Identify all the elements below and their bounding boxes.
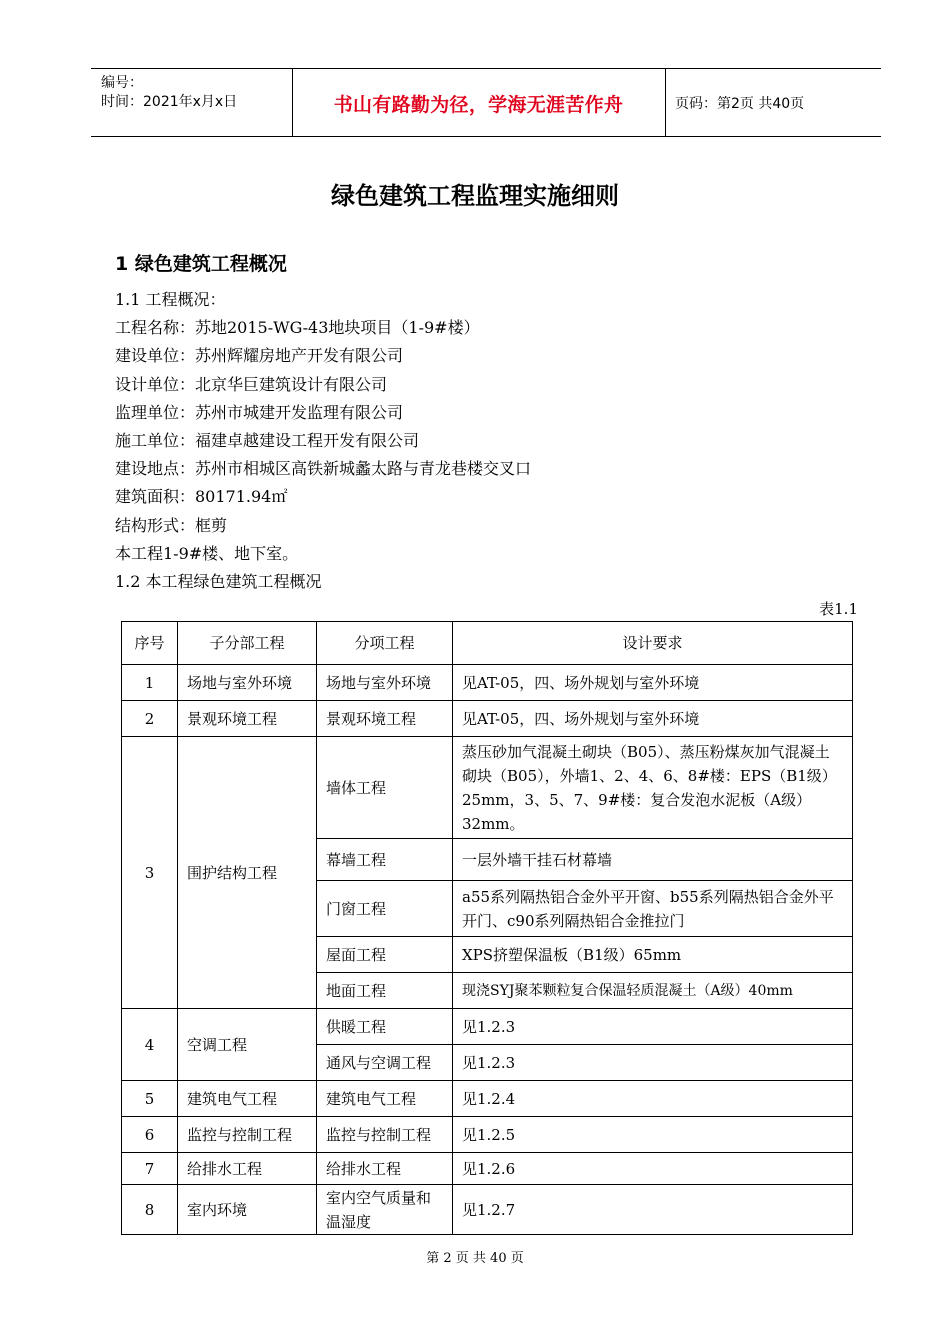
cell-no: 8 [122,1185,178,1235]
text-line: 本工程1-9#楼、地下室。 [115,543,299,563]
page-header [91,68,881,137]
cell-subsection: 空调工程 [178,1009,317,1081]
cell-item: 通风与空调工程 [317,1045,453,1081]
cell-no: 2 [122,701,178,737]
cell-no: 4 [122,1009,178,1081]
cell-requirement: 见1.2.6 [453,1153,853,1185]
cell-item: 门窗工程 [317,881,453,937]
cell-item: 室内空气质量和温湿度 [317,1185,453,1235]
green-building-table [121,621,853,1235]
table-row [122,737,853,839]
text-line: 结构形式：框剪 [115,515,228,535]
cell-no: 5 [122,1081,178,1117]
header-motto: 书山有路勤为径，学海无涯苦作舟 [333,94,624,116]
cell-item: 场地与室外环境 [317,665,453,701]
table-label: 表1.1 [819,600,858,618]
text-line: 建设单位：苏州辉耀房地产开发有限公司 [115,346,404,366]
header-page-label: 页码：第2页 共40页 [675,96,805,112]
cell-item: 墙体工程 [317,737,453,839]
cell-item: 幕墙工程 [317,839,453,881]
cell-item: 给排水工程 [317,1153,453,1185]
table-header-row [122,622,853,665]
text-line: 建筑面积：80171.94㎡ [115,487,288,507]
cell-subsection: 围护结构工程 [178,737,317,1009]
text-line: 施工单位：福建卓越建设工程开发有限公司 [115,430,420,450]
table-row [122,701,853,737]
page-footer: 第 2 页 共 40 页 [426,1251,524,1266]
cell-requirement: 见1.2.7 [453,1185,853,1235]
text-line: 1.1 工程概况： [115,290,226,309]
cell-item: 建筑电气工程 [317,1081,453,1117]
cell-no: 1 [122,665,178,701]
cell-item: 供暖工程 [317,1009,453,1045]
cell-subsection: 场地与室外环境 [178,665,317,701]
cell-subsection: 景观环境工程 [178,701,317,737]
cell-subsection: 监控与控制工程 [178,1117,317,1153]
table-row [122,1009,853,1045]
column-header: 子分部工程 [178,622,317,665]
text-line: 建设地点：苏州市相城区高铁新城蠡太路与青龙巷楼交叉口 [115,459,532,479]
cell-requirement: 现浇SYJ聚苯颗粒复合保温轻质混凝土（A级）40mm [453,973,853,1009]
cell-requirement: 见1.2.4 [453,1081,853,1117]
cell-item: 景观环境工程 [317,701,453,737]
cell-subsection: 室内环境 [178,1185,317,1235]
cell-requirement: 见1.2.3 [453,1045,853,1081]
cell-requirement: a55系列隔热铝合金外平开窗、b55系列隔热铝合金外平开门、c90系列隔热铝合金推拉门 [453,881,853,937]
cell-requirement: XPS挤塑保温板（B1级）65mm [453,937,853,973]
cell-requirement: 见1.2.5 [453,1117,853,1153]
section-heading: 1 绿色建筑工程概况 [115,253,287,275]
cell-no: 7 [122,1153,178,1185]
table-row [122,1081,853,1117]
cell-item: 屋面工程 [317,937,453,973]
project-overview [115,286,531,596]
cell-item: 地面工程 [317,973,453,1009]
text-line: 1.2 本工程绿色建筑工程概况 [115,571,322,591]
cell-subsection: 建筑电气工程 [178,1081,317,1117]
column-header: 设计要求 [453,622,853,665]
cell-requirement: 蒸压砂加气混凝土砌块（B05）、蒸压粉煤灰加气混凝土砌块（B05），外墙1、2、4、6、8#楼：EPS（B1级）25mm，3、5、7、9#楼：复合发泡水泥板（A级）32mm。 [453,737,853,839]
cell-requirement: 一层外墙干挂石材幕墙 [453,839,853,881]
text-line: 工程名称：苏地2015-WG-43地块项目（1-9#楼） [115,318,480,338]
table-row [122,665,853,701]
text-line: 监理单位：苏州市城建开发监理有限公司 [115,402,404,422]
table-row [122,1153,853,1185]
header-time-label: 时间：2021年x月x日 [101,94,238,110]
column-header: 分项工程 [317,622,453,665]
cell-requirement: 见1.2.3 [453,1009,853,1045]
document-title: 绿色建筑工程监理实施细则 [331,182,619,210]
cell-requirement: 见AT-05，四、场外规划与室外环境 [453,701,853,737]
header-code-label: 编号： [101,75,143,91]
cell-requirement: 见AT-05，四、场外规划与室外环境 [453,665,853,701]
cell-subsection: 给排水工程 [178,1153,317,1185]
header-divider [665,69,666,136]
text-line: 设计单位：北京华巨建筑设计有限公司 [115,374,388,394]
cell-item: 监控与控制工程 [317,1117,453,1153]
cell-no: 6 [122,1117,178,1153]
table-row [122,1117,853,1153]
table-row [122,1185,853,1235]
column-header: 序号 [122,622,178,665]
cell-no: 3 [122,737,178,1009]
